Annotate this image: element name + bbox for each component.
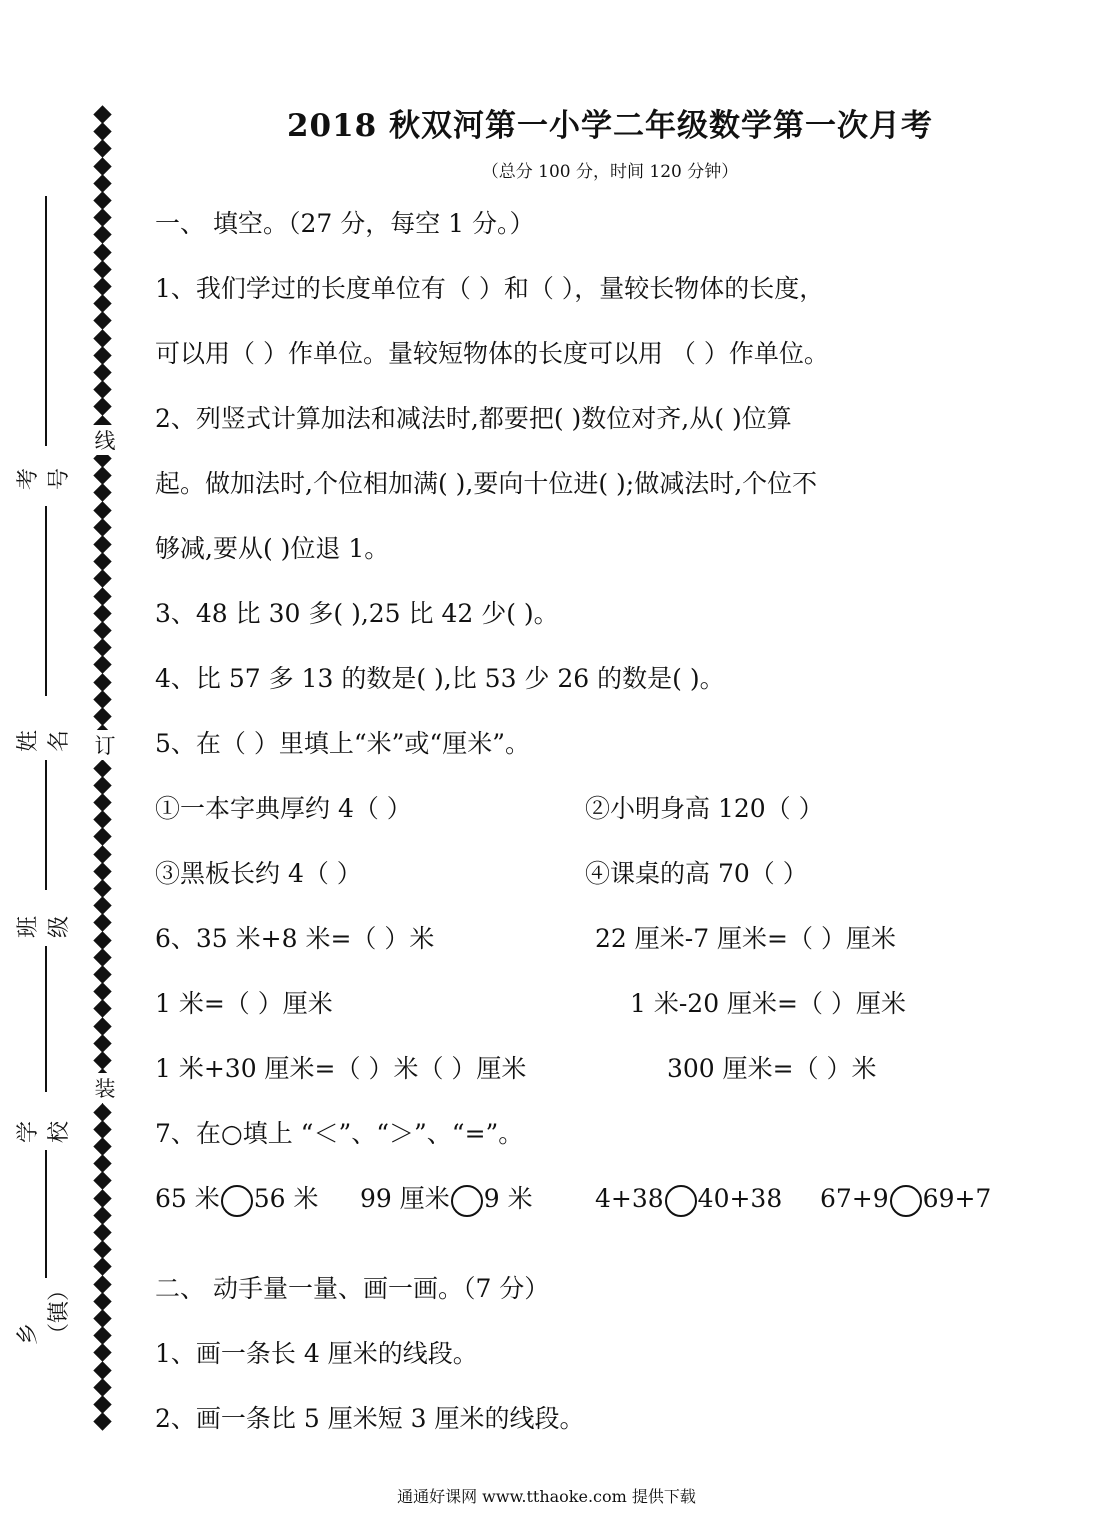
q3: 3、48 比 30 多( ),25 比 42 少( )。 bbox=[155, 599, 559, 628]
diamond-mark bbox=[93, 208, 111, 226]
diamond-mark bbox=[93, 1189, 111, 1207]
compare-item bbox=[595, 1179, 820, 1269]
diamond-mark bbox=[93, 965, 111, 983]
diamond-mark bbox=[93, 226, 111, 244]
diamond-mark bbox=[93, 1344, 111, 1362]
diamond-mark bbox=[93, 1120, 111, 1138]
q5-row1 bbox=[155, 789, 1035, 854]
s2-q2: 2、画一条比 5 厘米短 3 厘米的线段。 bbox=[155, 1404, 585, 1433]
section2-heading: 二、 动手量一量、画一画。（7 分） bbox=[155, 1274, 550, 1303]
diamond-mark bbox=[93, 1034, 111, 1052]
q6-item-f: 300 厘米=（ ）米 bbox=[667, 1054, 877, 1083]
s2-q1: 1、画一条长 4 厘米的线段。 bbox=[155, 1339, 478, 1368]
diamond-mark bbox=[93, 673, 111, 691]
diamond-mark bbox=[93, 793, 111, 811]
diamond-mark bbox=[93, 535, 111, 553]
footer-credit: 通通好课网 www.tthaoke.com 提供下载 bbox=[397, 1487, 696, 1506]
diamond-mark bbox=[93, 1103, 111, 1121]
exam-title: 2018 秋双河第一小学二年级数学第一次月考 bbox=[286, 108, 934, 144]
q4: 4、比 57 多 13 的数是( ),比 53 少 26 的数是( )。 bbox=[155, 664, 725, 693]
diamond-mark bbox=[93, 260, 111, 278]
compare-left: 65 米 bbox=[155, 1184, 220, 1213]
diamond-mark bbox=[93, 157, 111, 175]
diamond-mark bbox=[93, 398, 111, 416]
exam-number-label: 考号 bbox=[12, 450, 72, 490]
diamond-mark bbox=[93, 1154, 111, 1172]
q6-item-b: 22 厘米-7 厘米=（ ）厘米 bbox=[595, 924, 896, 953]
q7-row bbox=[155, 1179, 1035, 1269]
diamond-mark bbox=[93, 862, 111, 880]
q5-item-a: ①一本字典厚约 4（ ） bbox=[155, 794, 412, 823]
diamond-mark bbox=[93, 1240, 111, 1258]
diamond-mark bbox=[93, 810, 111, 828]
diamond-mark bbox=[93, 277, 111, 295]
compare-left: 67+9 bbox=[820, 1184, 889, 1213]
diamond-mark bbox=[93, 1309, 111, 1327]
compare-item bbox=[360, 1179, 595, 1269]
compare-circle[interactable] bbox=[451, 1185, 483, 1217]
q7: 7、在○填上 “＜”、“＞”、“=”。 bbox=[155, 1119, 524, 1148]
compare-item bbox=[155, 1179, 360, 1269]
diamond-mark bbox=[93, 707, 111, 725]
diamond-mark bbox=[93, 1361, 111, 1379]
exam-content bbox=[155, 100, 1035, 1464]
diamond-mark bbox=[93, 948, 111, 966]
q6-row3 bbox=[155, 1049, 1035, 1114]
diamond-mark bbox=[93, 484, 111, 502]
diamond-mark bbox=[93, 346, 111, 364]
diamond-mark bbox=[93, 879, 111, 897]
diamond-mark bbox=[93, 1223, 111, 1241]
diamond-mark bbox=[93, 1051, 111, 1069]
diamond-mark bbox=[93, 690, 111, 708]
diamond-mark bbox=[93, 329, 111, 347]
school-label: 学校 bbox=[12, 1103, 72, 1143]
q2-line3: 够减,要从( )位退 1。 bbox=[155, 534, 390, 563]
diamond-mark bbox=[93, 312, 111, 330]
compare-right: 9 米 bbox=[483, 1184, 533, 1213]
diamond-mark bbox=[93, 191, 111, 209]
diamond-mark bbox=[93, 1412, 111, 1430]
class-label: 班级 bbox=[12, 898, 72, 938]
cut-label-line: 线 bbox=[92, 425, 118, 455]
cut-line-diamonds bbox=[90, 108, 120, 1438]
q5: 5、在（ ）里填上“米”或“厘米”。 bbox=[155, 729, 530, 758]
diamond-mark bbox=[93, 1000, 111, 1018]
blank-line bbox=[45, 760, 47, 890]
q5-item-c: ③黑板长约 4（ ） bbox=[155, 859, 362, 888]
blank-line bbox=[45, 1150, 47, 1278]
diamond-mark bbox=[93, 1395, 111, 1413]
diamond-mark bbox=[93, 552, 111, 570]
exam-subtitle: （总分 100 分，时间 120 分钟） bbox=[481, 162, 739, 182]
diamond-mark bbox=[93, 140, 111, 158]
diamond-mark bbox=[93, 243, 111, 261]
q2-line1: 2、列竖式计算加法和减法时,都要把( )数位对齐,从( )位算 bbox=[155, 404, 792, 433]
diamond-mark bbox=[93, 380, 111, 398]
diamond-mark bbox=[93, 1206, 111, 1224]
diamond-mark bbox=[93, 363, 111, 381]
diamond-mark bbox=[93, 105, 111, 123]
diamond-mark bbox=[93, 982, 111, 1000]
diamond-mark bbox=[93, 1326, 111, 1344]
diamond-mark bbox=[93, 501, 111, 519]
compare-left: 4+38 bbox=[595, 1184, 664, 1213]
q6-row2 bbox=[155, 984, 1035, 1049]
q6-item-c: 1 米=（ ）厘米 bbox=[155, 989, 333, 1018]
name-label: 姓名 bbox=[12, 712, 72, 752]
q1-line1: 1、我们学过的长度单位有（ ）和（ ），量较长物体的长度， bbox=[155, 274, 825, 303]
diamond-mark bbox=[93, 896, 111, 914]
diamond-mark bbox=[93, 122, 111, 140]
diamond-mark bbox=[93, 174, 111, 192]
diamond-mark bbox=[93, 1137, 111, 1155]
q6-item-e: 1 米+30 厘米=（ ）米（ ）厘米 bbox=[155, 1054, 527, 1083]
q5-item-d: ④课桌的高 70（ ） bbox=[585, 859, 808, 888]
diamond-mark bbox=[93, 828, 111, 846]
diamond-mark bbox=[93, 759, 111, 777]
section1-heading: 一、 填空。（27 分，每空 1 分。） bbox=[155, 209, 535, 238]
diamond-mark bbox=[93, 1258, 111, 1276]
cut-label-install: 装 bbox=[92, 1073, 118, 1103]
q6-item-a: 6、35 米+8 米=（ ）米 bbox=[155, 924, 435, 953]
diamond-mark bbox=[93, 1172, 111, 1190]
diamond-mark bbox=[93, 638, 111, 656]
compare-circle[interactable] bbox=[890, 1185, 922, 1217]
compare-circle[interactable] bbox=[665, 1185, 697, 1217]
diamond-mark bbox=[93, 621, 111, 639]
compare-left: 99 厘米 bbox=[360, 1184, 450, 1213]
diamond-mark bbox=[93, 570, 111, 588]
compare-right: 40+38 bbox=[697, 1184, 783, 1213]
diamond-mark bbox=[93, 294, 111, 312]
diamond-mark bbox=[93, 776, 111, 794]
diamond-mark bbox=[93, 518, 111, 536]
compare-right: 56 米 bbox=[253, 1184, 319, 1213]
blank-line bbox=[45, 946, 47, 1092]
q2-line2: 起。做加法时,个位相加满( ),要向十位进( );做减法时,个位不 bbox=[155, 469, 818, 498]
diamond-mark bbox=[93, 1017, 111, 1035]
compare-circle[interactable] bbox=[221, 1185, 253, 1217]
blank-line bbox=[45, 196, 47, 446]
q6-item-d: 1 米-20 厘米=（ ）厘米 bbox=[630, 989, 906, 1018]
compare-item bbox=[820, 1179, 991, 1269]
compare-right: 69+7 bbox=[922, 1184, 992, 1213]
diamond-mark bbox=[93, 845, 111, 863]
diamond-mark bbox=[93, 656, 111, 674]
q6-row1 bbox=[155, 919, 1035, 984]
diamond-mark bbox=[93, 587, 111, 605]
blank-line bbox=[45, 506, 47, 696]
township-label: 乡（镇） bbox=[12, 1282, 72, 1342]
diamond-mark bbox=[93, 914, 111, 932]
diamond-mark bbox=[93, 466, 111, 484]
cut-label-bind: 订 bbox=[92, 730, 118, 760]
diamond-mark bbox=[93, 604, 111, 622]
diamond-mark bbox=[93, 931, 111, 949]
q5-row2 bbox=[155, 854, 1035, 919]
diamond-mark bbox=[93, 1378, 111, 1396]
q5-item-b: ②小明身高 120（ ） bbox=[585, 794, 824, 823]
diamond-mark bbox=[93, 1275, 111, 1293]
diamond-mark bbox=[93, 1292, 111, 1310]
binding-margin bbox=[0, 0, 140, 1536]
q1-line2: 可以用（ ）作单位。量较短物体的长度可以用 （ ）作单位。 bbox=[155, 339, 829, 368]
